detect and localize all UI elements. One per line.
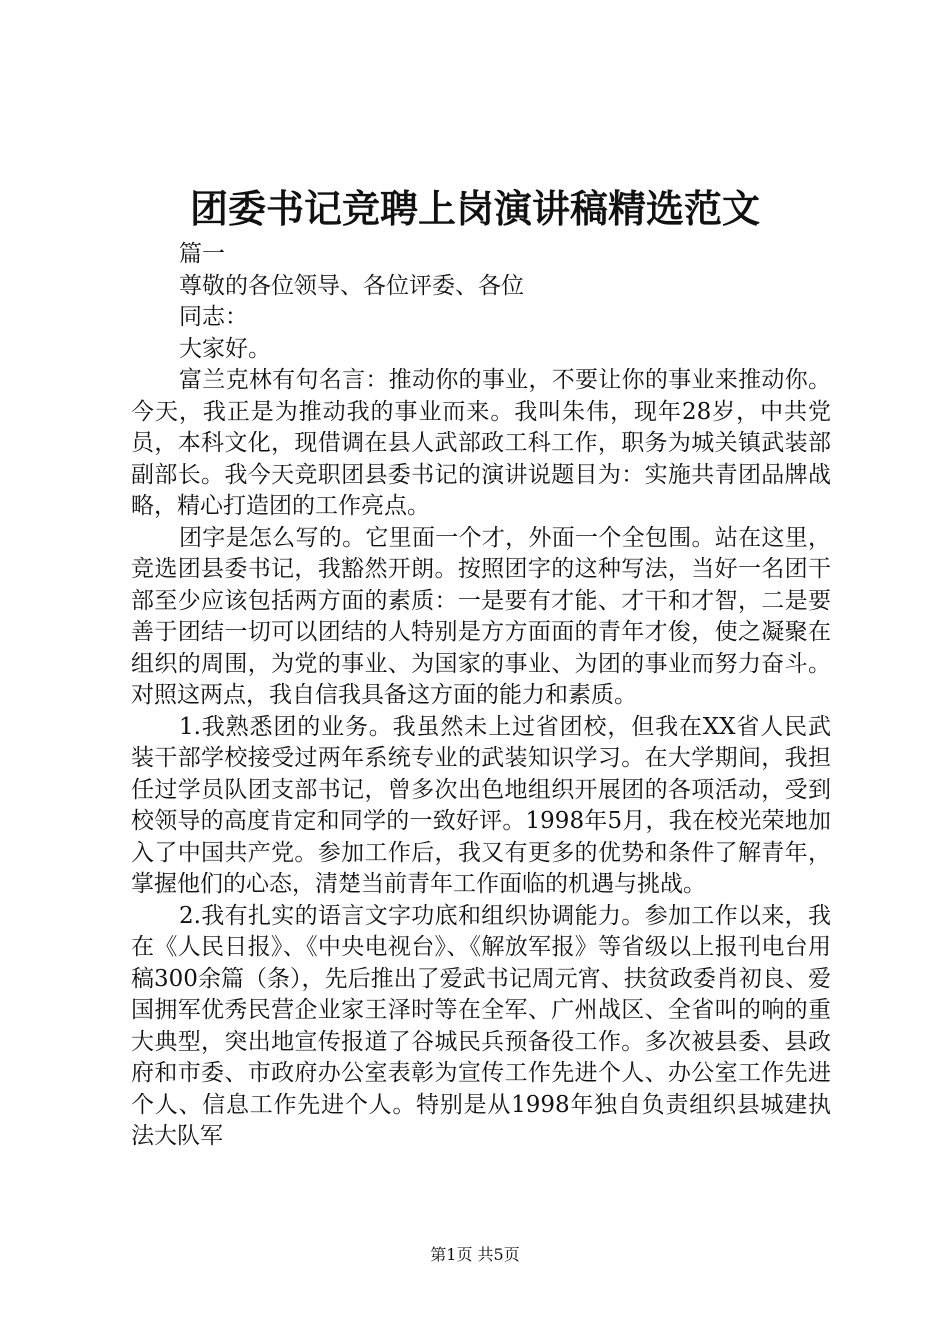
document-title: 团委书记竞聘上岗演讲稿精选范文 xyxy=(189,186,760,231)
body-paragraph: 1.我熟悉团的业务。我虽然未上过省团校，但我在XX省人民武装干部学校接受过两年系统专业的武装知识学习。在大学期间，我担任过学员队团支部书记，曾多次出色地组织开展团的各项活动，受到校领导的高度肯定和同学的一致好评。1998年5月，我在校光荣地加入了中国共产党。参加工作后，我又有更多的优势和条件了解青年，掌握他们的心态，清楚当前青年工作面临的机遇与挑战。 xyxy=(131,713,831,897)
page-footer: 第1页 共5页 xyxy=(430,1245,520,1264)
section-heading: 篇一 xyxy=(179,241,225,267)
body-paragraph: 富兰克林有句名言：推动你的事业，不要让你的事业来推动你。今天，我正是为推动我的事业而来。我叫朱伟，现年28岁，中共党员，本科文化，现借调在县人武部政工科工作，职务为城关镇武装部副部长。我今天竞职团县委书记的演讲说题目为：实施共青团品牌战略，精心打造团的工作亮点。 xyxy=(131,367,831,519)
document-body xyxy=(131,239,831,1153)
body-paragraph: 2.我有扎实的语言文字功底和组织协调能力。参加工作以来，我在《人民日报》、《中央电视台》、《解放军报》等省级以上报刊电台用稿300余篇（条），先后推出了爱武书记周元宵、扶贫政委肖初良、爱国拥军优秀民营企业家王泽时等在全军、广州战区、全省叫的响的重大典型，突出地宣传报道了谷城民兵预备役工作。多次被县委、县政府和市委、市政府办公室表彰为宣传工作先进个人、办公室工作先进个人、信息工作先进个人。特别是从1998年独自负责组织县城建执法大队军 xyxy=(131,902,831,1149)
salutation-line: 尊敬的各位领导、各位评委、各位 xyxy=(179,272,524,299)
greeting: 大家好。 xyxy=(179,335,271,362)
body-paragraph: 团字是怎么写的。它里面一个才，外面一个全包围。站在这里，竞选团县委书记，我豁然开朗。按照团字的这种写法，当好一名团干部至少应该包括两方面的素质：一是要有才能、才干和才智，二是要善于团结一切可以团结的人特别是方方面面的青年才俊，使之凝聚在组织的周围，为党的事业、为国家的事业、为团的事业而努力奋斗。对照这两点，我自信我具备这方面的能力和素质。 xyxy=(131,524,831,708)
salutation-line-continued: 同志： xyxy=(179,304,248,330)
